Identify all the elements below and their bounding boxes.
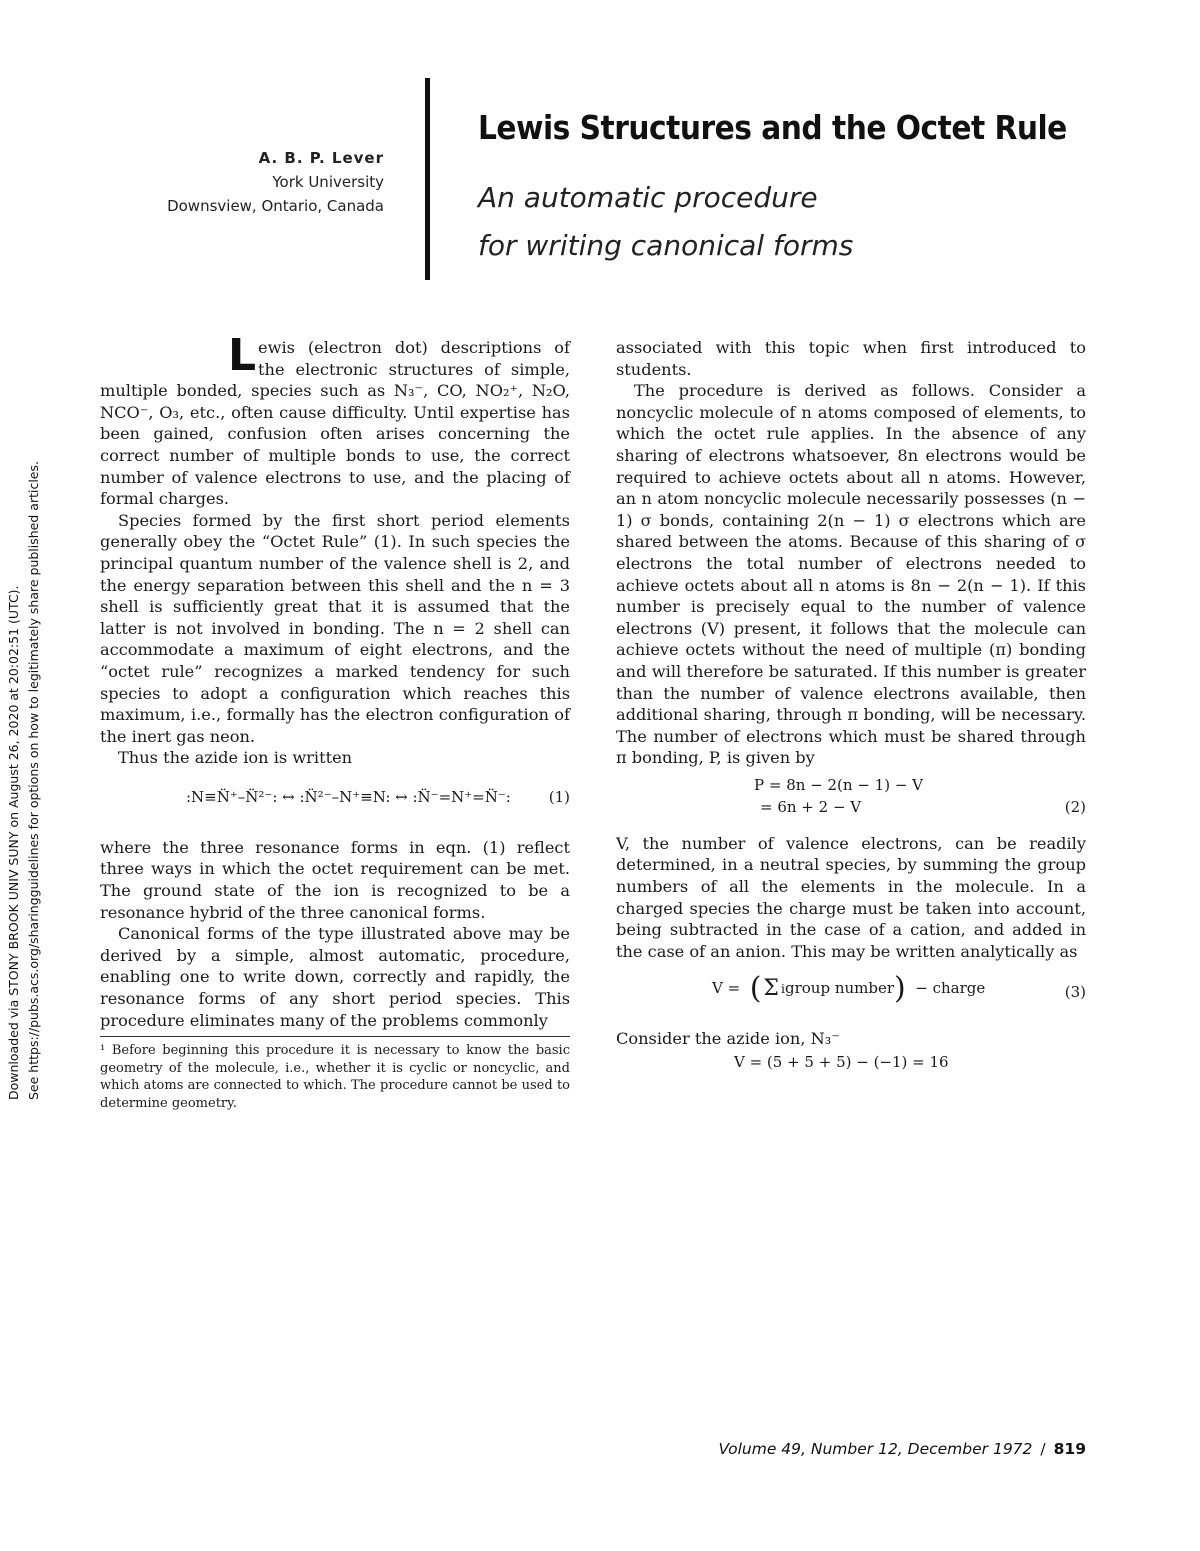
- paragraph-octet-rule: Species formed by the first short period elements generally obey the “Octet Rule” (1). In such species the principal quantum number of the valence shell is 2, and the energy separation between this shell and the n = 3 shell is sufficiently great that it is assumed that the latter is not involved in bonding. The n = 2 shell can accommodate a maximum of eight electrons, and the “octet rule” recognizes a marked tendency for such species to adopt a configuration which reaches this maximum, i.e., formally has the electron configuration of the inert gas neon.: [100, 510, 570, 746]
- header-divider: [425, 78, 430, 280]
- footer-separator: /: [1040, 1440, 1046, 1458]
- journal-volume: Volume 49, Number 12, December 1972: [718, 1440, 1033, 1458]
- equation-3-rhs: − charge: [915, 979, 986, 998]
- close-paren-icon: ): [894, 971, 916, 1007]
- author-name: A. B. P. Lever: [258, 149, 384, 167]
- sharing-guidelines-notice: See https://pubs.acs.org/sharingguidelines for options on how to legitimately share published articles.: [26, 461, 41, 1100]
- equation-4: [616, 1050, 1086, 1078]
- paragraph-resonance: where the three resonance forms in eqn. (1) reflect three ways in which the octet requirement can be met. The ground state of the ion is recognized to be a resonance hybrid of the three canonical forms.: [100, 837, 570, 922]
- article-title: Lewis Structures and the Octet Rule: [478, 108, 1067, 147]
- left-column: [100, 330, 570, 1031]
- equation-2-number: (2): [1064, 797, 1086, 816]
- paragraph-intro-text: ewis (electron dot) descriptions of the electronic structures of simple, multiple bonded, species such as N₃⁻, CO, NO₂⁺, N₂O, NCO⁻, O₃, etc., often cause difficulty. Until expertise has been gained, confusion often arises concerning the correct number of multiple bonds to use, the correct number of valence electrons to use, and the placing of formal charges.: [100, 338, 570, 509]
- equation-3-index: i: [780, 981, 785, 997]
- author-affiliation: York University: [272, 173, 384, 191]
- paragraph-valence-electrons: V, the number of valence electrons, can be readily determined, in a neutral species, by summing the group numbers of all the elements in the molecule. In a charged species the charge must be taken into account, being subtracted in the case of a cation, and added in the case of an anion. This may be written analytically as: [616, 833, 1086, 961]
- download-notice-sidebar: [0, 0, 50, 1551]
- page-footer: [718, 1440, 1086, 1458]
- equation-3: [616, 968, 1086, 1020]
- equation-2-line-2: = 6n + 2 − V: [760, 797, 862, 816]
- download-notice: Downloaded via STONY BROOK UNIV SUNY on August 26, 2020 at 20:02:51 (UTC).: [6, 585, 21, 1100]
- paragraph-continued: associated with this topic when first introduced to students.: [616, 338, 1086, 379]
- subtitle-line-1: An automatic procedure: [478, 181, 818, 214]
- page-number: 819: [1053, 1440, 1086, 1458]
- drop-cap: L: [228, 330, 257, 381]
- paragraph-intro: [100, 330, 570, 510]
- equation-3-lhs: V =: [712, 979, 741, 998]
- paragraph-azide-example: Consider the azide ion, N₃⁻: [616, 1029, 840, 1049]
- subtitle-line-2: for writing canonical forms: [478, 229, 854, 262]
- equation-3-body-text: group number: [784, 979, 895, 998]
- equation-2-line-1: P = 8n − 2(n − 1) − V: [754, 775, 923, 794]
- equation-2: [616, 775, 1086, 825]
- paragraph-canonical-forms: Canonical forms of the type illustrated above may be derived by a simple, almost automatic, procedure, enabling one to write down, correctly and rapidly, the resonance forms of any short period species. This procedure eliminates many of the problems commonly: [100, 924, 570, 1030]
- right-column: [616, 337, 1086, 1078]
- author-block: [167, 146, 384, 218]
- equation-4-body: V = (5 + 5 + 5) − (−1) = 16: [734, 1053, 949, 1072]
- footnote-divider: [100, 1036, 570, 1037]
- equation-3-sigma: Σ: [763, 976, 779, 1002]
- equation-3-number: (3): [1064, 983, 1086, 1002]
- paragraph-derivation: The procedure is derived as follows. Consider a noncyclic molecule of n atoms composed of elements, to which the octet rule applies. In the absence of any sharing of electrons whatsoever, 8n electrons would be required to achieve octets about all n atoms. However, an n atom noncyclic molecule necessarily possesses (n − 1) σ bonds, containing 2(n − 1) σ electrons which are shared between the atoms. Because of this sharing of σ electrons the total number of electrons needed to achieve octets about all n atoms is 8n − 2(n − 1). If this number is precisely equal to the number of valence electrons (V) present, it follows that the molecule can achieve octets without the need of multiple (π) bonding and will therefore be saturated. If this number is greater than the number of valence electrons available, then additional sharing, through π bonding, will be necessary. The number of electrons which must be shared through π bonding, P, is given by: [616, 381, 1086, 768]
- footnote: ¹ Before beginning this procedure it is necessary to know the basic geometry of the molecule, i.e., whether it is cyclic or noncyclic, and which atoms are connected to which. The procedure cannot be used to determine geometry.: [100, 1043, 570, 1111]
- equation-1-body: :N≡N̈⁺–N̈²⁻: ↔ :N̈²⁻–N⁺≡N: ↔ :N̈⁻=N⁺=N̈⁻:: [186, 787, 511, 806]
- article-subtitle: [478, 174, 853, 270]
- equation-1: [100, 775, 570, 829]
- equation-1-number: (1): [548, 787, 570, 806]
- open-paren-icon: (: [740, 971, 762, 1007]
- equation-3-body: [712, 971, 986, 1007]
- paragraph-azide-intro: Thus the azide ion is written: [118, 748, 353, 768]
- author-location: Downsview, Ontario, Canada: [167, 197, 384, 215]
